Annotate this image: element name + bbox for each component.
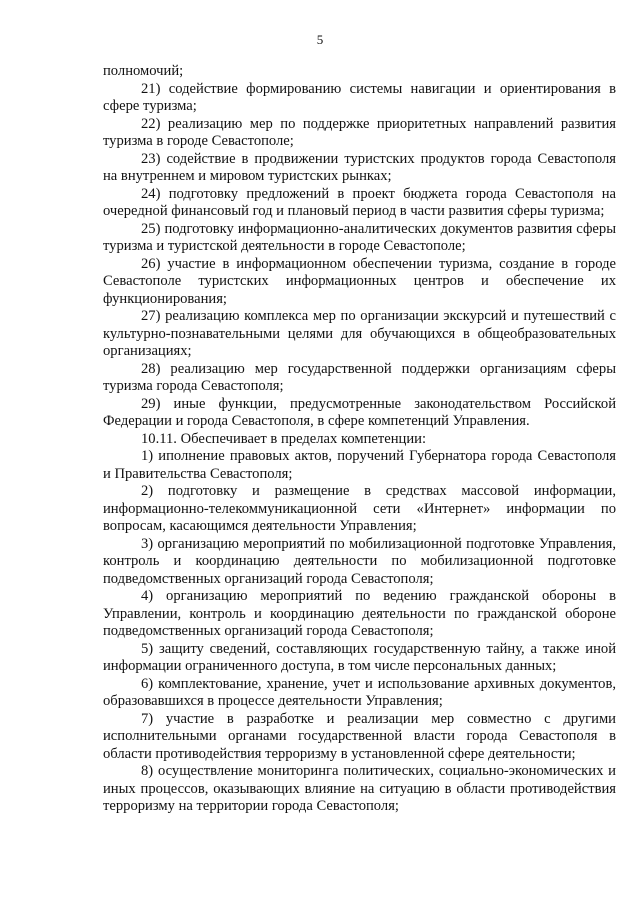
- list-item-1: 1) иполнение правовых актов, поручений Губернатора города Севастополя и Правительства Севастополя;: [103, 448, 616, 482]
- list-item-8: 8) осуществление мониторинга политических, социально-экономических и иных процессов, оказывающих влияние на ситуацию в области противодействия терроризму на территории города Севастополя;: [103, 763, 616, 814]
- list-item-6: 6) комплектование, хранение, учет и использование архивных документов, образовавшихся в процессе деятельности Управления;: [103, 675, 616, 709]
- section-heading-10-11: 10.11. Обеспечивает в пределах компетенции:: [141, 430, 427, 447]
- list-item-24: 24) подготовку предложений в проект бюджета города Севастополя на очередной финансовый год и плановый период в части развития сферы туризма;: [103, 185, 616, 219]
- document-body: [103, 63, 616, 816]
- list-item-23: 23) содействие в продвижении туристских продуктов города Севастополя на внутреннем и мировом туристских рынках;: [103, 150, 616, 184]
- page-number: 5: [316, 32, 324, 47]
- list-item-3: 3) организацию мероприятий по мобилизационной подготовке Управления, контроль и координацию деятельности по мобилизационной подготовке подведомственных организаций города Севастополя;: [103, 535, 616, 587]
- list-item-25: 25) подготовку информационно-аналитических документов развития сферы туризма и туристской деятельности в городе Севастополе;: [103, 220, 616, 254]
- list-item-27: 27) реализацию комплекса мер по организации экскурсий и путешествий с культурно-познавательными целями для обучающихся в общеобразовательных организациях;: [103, 308, 616, 359]
- list-item-4: 4) организацию мероприятий по ведению гражданской обороны в Управлении, контроль и координацию деятельности по гражданской обороне подведомственных организаций города Севастополя;: [103, 588, 616, 639]
- list-item-26: 26) участие в информационном обеспечении туризма, создание в городе Севастополе туристских информационных центров и обеспечение их функционирования;: [103, 255, 616, 307]
- list-item-22: 22) реализацию мер по поддержке приоритетных направлений развития туризма в городе Севастополе;: [103, 115, 616, 149]
- list-item-7: 7) участие в разработке и реализации мер совместно с другими исполнительными органами государственной власти города Севастополя в области противодействия терроризму в установленной сфере деятельности;: [103, 710, 616, 762]
- list-item-5: 5) защиту сведений, составляющих государственную тайну, а также иной информации ограниченного доступа, в том числе персональных данных;: [103, 640, 616, 674]
- paragraph-continuation: полномочий;: [103, 63, 184, 79]
- list-item-21: 21) содействие формированию системы навигации и ориентирования в сфере туризма;: [103, 80, 616, 114]
- list-item-28: 28) реализацию мер государственной поддержки организациям сферы туризма города Севастополя;: [103, 360, 616, 394]
- list-item-2: 2) подготовку и размещение в средствах массовой информации, информационно-телекоммуникационной сети «Интернет» информации по вопросам, касающимся деятельности Управления;: [103, 483, 616, 534]
- list-item-29: 29) иные функции, предусмотренные законодательством Российской Федерации и города Севастополя, в сфере компетенций Управления.: [103, 395, 616, 429]
